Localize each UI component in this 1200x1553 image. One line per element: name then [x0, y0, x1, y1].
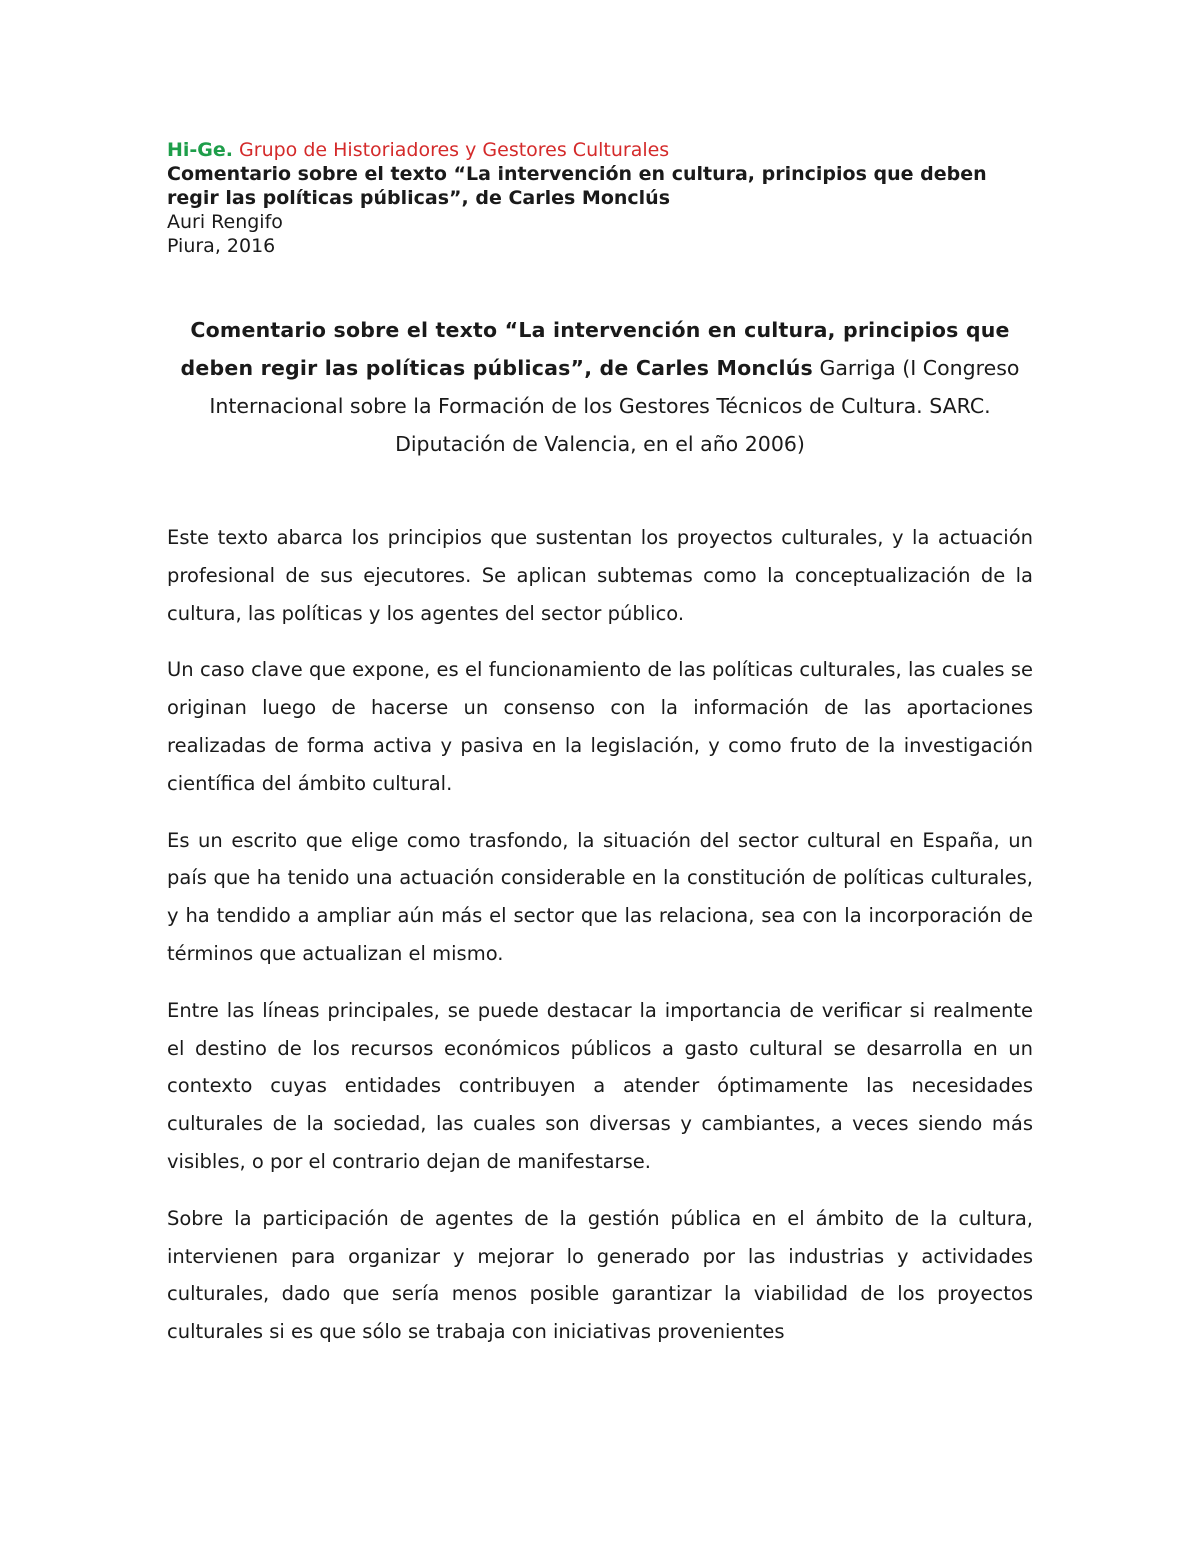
author-name: Auri Rengifo — [167, 211, 283, 233]
document-title — [160, 311, 1040, 463]
place-date: Piura, 2016 — [167, 235, 276, 257]
header-org-line — [167, 138, 1037, 162]
document-body — [167, 519, 1033, 1351]
title-bold-part: Comentario sobre el texto “La intervención en cultura, principios que deben regir las políticas públicas”, de Carles Monclús — [180, 318, 1010, 380]
body-paragraph: Este texto abarca los principios que sustentan los proyectos culturales, y la actuación profesional de sus ejecutores. Se aplican subtemas como la conceptualización de la cultura, las políticas y los agentes del sector público. — [167, 526, 1033, 625]
brand-name: Hi-Ge. — [167, 139, 233, 161]
document-header — [167, 138, 1037, 258]
group-name: Grupo de Historiadores y Gestores Culturales — [239, 139, 670, 161]
title-reference-part: Garriga (I Congreso Internacional sobre la Formación de los Gestores Técnicos de Cultura. SARC. Diputación de Valencia, en el año 2006) — [209, 356, 1020, 456]
body-paragraph: Sobre la participación de agentes de la gestión pública en el ámbito de la cultura, intervienen para organizar y mejorar lo generado por las industrias y actividades culturales, dado que sería menos posible garantizar la viabilidad de los proyectos culturales si es que sólo se trabaja con iniciativas provenientes — [167, 1206, 1033, 1344]
header-title-line-1: Comentario sobre el texto “La intervención en cultura, principios que deben — [167, 163, 987, 185]
body-paragraph: Un caso clave que expone, es el funcionamiento de las políticas culturales, las cuales se originan luego de hacerse un consenso con la información de las aportaciones realizadas de forma activa y pasiva en la legislación, y como fruto de la investigación científica del ámbito cultural. — [167, 658, 1033, 795]
body-paragraph: Es un escrito que elige como trasfondo, la situación del sector cultural en España, un país que ha tenido una actuación considerable en la constitución de políticas culturales, y ha tendido a ampliar aún más el sector que las relaciona, sea con la incorporación de términos que actualizan el mismo. — [167, 828, 1033, 965]
body-paragraph: Entre las líneas principales, se puede destacar la importancia de verificar si realmente el destino de los recursos económicos públicos a gasto cultural se desarrolla en un contexto cuyas entidades contribuyen a atender óptimamente las necesidades culturales de la sociedad, las cuales son diversas y cambiantes, a veces siendo más visibles, o por el contrario dejan de manifestarse. — [167, 998, 1033, 1173]
header-title-line-2: regir las políticas públicas”, de Carles Monclús — [167, 187, 671, 209]
